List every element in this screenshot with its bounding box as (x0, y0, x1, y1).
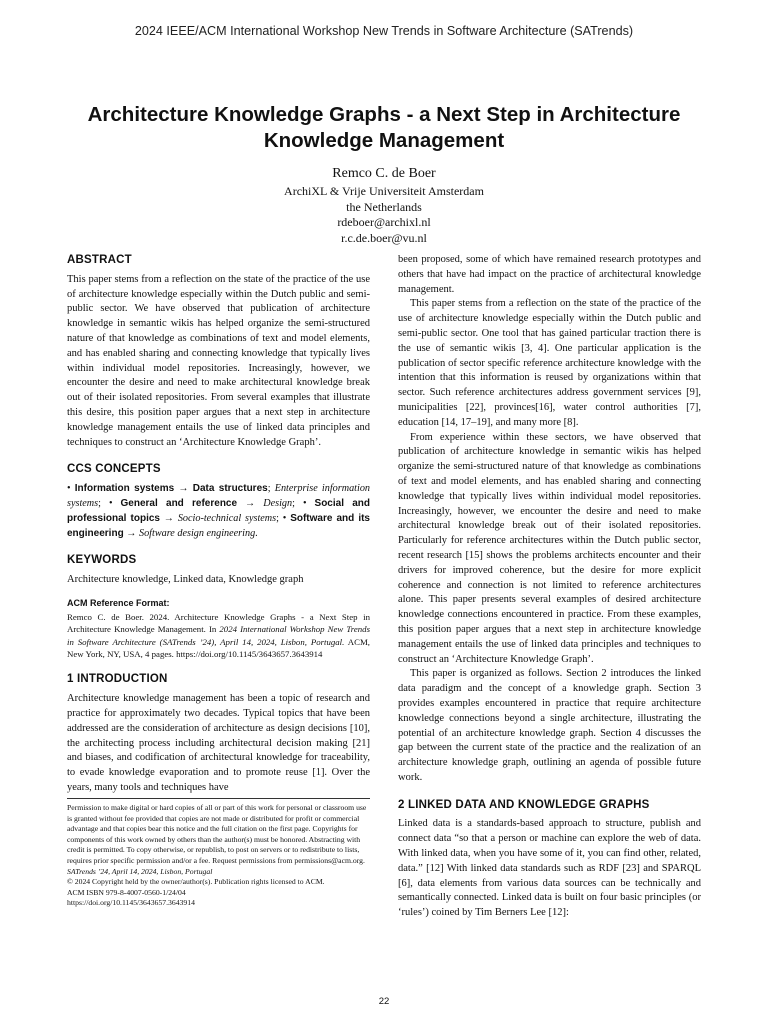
abstract-heading: ABSTRACT (67, 254, 132, 266)
ccs-sep: ; (267, 483, 275, 495)
author-country: the Netherlands (346, 199, 422, 214)
paper-title: Architecture Knowledge Graphs - a Next Step in Architecture Knowledge Management (87, 103, 681, 152)
permission-notice: Permission to make digital or hard copies of all or part of this work for personal or classroom use is granted without fee provided that copies are not made or distributed for profit or commercial advantage and that copies bear this notice and the full citation on the first page. Copyrights for components of this work owned by others than the author(s) must be honored. Abstracting with credit is permitted. To copy otherwise, or republish, to post on servers or to redistribute to lists, requires prior specific permission and/or a fee. Request permissions from permissions@acm.org. (67, 803, 367, 865)
ccs-sep: ; • (276, 512, 291, 524)
ccs-subterm: Socio-technical systems (177, 512, 277, 524)
ccs-arrow: → (159, 512, 178, 524)
keywords-heading: KEYWORDS (67, 554, 137, 567)
ccs-subterm: Design (263, 497, 293, 509)
ccs-sep: ; • (98, 497, 121, 509)
ccs-arrow: → (123, 527, 139, 539)
introduction-paragraph-4: This paper is organized as follows. Section 2 introduces the linked data paradigm and the concept of a knowledge graph. Section 3 provides examples encountered in practice that require architecture knowledge connections beyond a single architecture, illustrating the potential of an architecture knowledge graph. Section 4 discusses the gap between the current state of the practice and the realization of an architecture knowledge graph, outlining an agenda of possible future work. (398, 668, 701, 783)
ccs-subterm: Enterprise information systems (67, 483, 371, 509)
ccs-subterm: Software design engineering (138, 527, 256, 539)
acm-reference-heading: ACM Reference Format: (67, 597, 170, 608)
author-affiliation: ArchiXL & Vrije Universiteit Amsterdam (284, 184, 484, 198)
section-2-heading: 2 LINKED DATA AND KNOWLEDGE GRAPHS (398, 798, 650, 811)
acm-reference-doi: ACM, New York, NY, USA, 4 pages. https://doi.org/10.1145/3643657.3643914 (67, 636, 370, 659)
keywords-text: Architecture knowledge, Linked data, Knowledge graph (67, 574, 304, 586)
ccs-term: Social and professional topics (67, 497, 371, 524)
ccs-concepts: • Information systems → Data structures; Enterprise information systems; • General and reference → Design; • Social and professional topics → Socio-technical systems; • Software and its engineering → Software design engineering. (67, 483, 371, 539)
ccs-term: Information systems (74, 483, 175, 495)
author-email-1: rdeboer@archixl.nl (337, 215, 431, 229)
ccs-sep: . (255, 527, 258, 539)
conference-info: SATrends ’24, April 14, 2024, Lisbon, Portugal (67, 866, 213, 876)
introduction-paragraph-2: This paper stems from a reflection on the state of the practice of the use of architecture knowledge especially within the Dutch public and semi-public sector. One tool that has gained particular traction there is the use of semantic wikis [3, 4]. One particular application is the publication of sector specific reference architecture knowledge with the intention that this information is reused by organizations within that sector. Such reference architectures address government services [9], municipalities [22], provinces[16], water control authorities [7], education [14, 17–19], and many more [8]. (398, 298, 701, 428)
acm-reference-line: Remco C. de Boer. 2024. Architecture Knowledge Graphs - a Next Step in Architecture Knowledge Management. In (67, 611, 370, 635)
author-affiliation-block (0, 184, 768, 246)
ccs-term: General and reference (120, 497, 238, 509)
copyright-notice: © 2024 Copyright held by the owner/author(s). Publication rights licensed to ACM. (67, 877, 325, 887)
acm-reference-text (67, 611, 370, 661)
abstract-text: This paper stems from a reflection on the state of the practice of the use of architecture knowledge especially within the Dutch public and semi-public sector. We have observed that publication of architecture knowledge in semantic wikis has helped organize the semi-structured nature of that knowledge as combinations of text and model elements, and has enabled sharing and connecting knowledge that typically lives within individual model repositories. Increasingly, however, we encounter the desire and need to make architectural knowledge break out of their isolated repositories. From several examples that illustrate this desire, this position paper argues that a next step in architecture knowledge management entails the use of linked data principles and techniques to construct an ‘Architecture Knowledge Graph’. (67, 273, 370, 448)
ccs-term: Data structures (192, 483, 268, 495)
ccs-sep: ; • (292, 497, 315, 509)
introduction-heading: 1 INTRODUCTION (67, 673, 168, 686)
doi-link[interactable]: https://doi.org/10.1145/3643657.3643914 (67, 898, 195, 908)
ccs-heading: CCS CONCEPTS (67, 463, 161, 476)
isbn: ACM ISBN 979-8-4007-0560-1/24/04 (67, 887, 186, 897)
introduction-continued: been proposed, some of which have remained research prototypes and others that have had impact on the practice of architectural knowledge management. (398, 254, 701, 295)
right-column (398, 253, 701, 921)
section-2-paragraph: Linked data is a standards-based approach to structure, publish and connect data “so that a person or machine can explore the web of data. With linked data, when you have some of it, you can find other, related, data.” [12] With linked data standards such as RDF [23] and SPARQL [6], data elements from various data sources can be technically and semantically connected. Linked data is built on four basic principles (or ‘rules’) coined by Tim Berners Lee [12]: (398, 818, 701, 919)
acm-reference-venue: 2024 International Workshop New Trends in Software Architecture (SATrends ’24), April 14, 2024, Lisbon, Portugal. (67, 624, 370, 647)
author-email-2: r.c.de.boer@vu.nl (341, 230, 427, 245)
ccs-arrow: → (174, 483, 193, 495)
ccs-term: Software and its engineering (67, 512, 370, 539)
introduction-paragraph: Architecture knowledge management has been a topic of research and practice for approximately two decades. Typical topics that have been addressed are the consideration of architecture as design decisions [10], the architecting process including architectural decision making [21] and biases, and codification of architectural knowledge for traceability, to evade knowledge evaporation and to promote reuse [1]. Over the years, many tools and techniques have (67, 693, 370, 793)
copyright-footnote (67, 798, 370, 909)
introduction-paragraph-3: From experience within these sectors, we have observed that publication of architecture knowledge in semantic wikis has helped organize the semi-structured nature of that knowledge as combinations of text and model elements, and has enabled sharing and connecting knowledge that typically lives within individual model repositories. Increasingly, however, we encounter the desire and need to make architectural knowledge break out of their isolated repositories. Particularly for reference architectures within the Dutch public sector, recent research [15] shows the problems architects encounter and their drivers for improved coherence, but the desire for more explicit coherence and connection is not limited to reference architectures alone. This paper presents several examples of desired architecture knowledge connections encountered in practice. From these examples, this position paper argues that a next step in architecture knowledge management entails the use of linked data principles and techniques to construct an ‘Architecture Knowledge Graph’. (398, 431, 701, 665)
ccs-arrow: → (237, 497, 264, 509)
page-number: 22 (378, 996, 390, 1007)
left-column (67, 253, 370, 796)
author-name: Remco C. de Boer (332, 166, 436, 181)
conference-header: 2024 IEEE/ACM International Workshop New Trends in Software Architecture (SATrends) (134, 24, 634, 38)
